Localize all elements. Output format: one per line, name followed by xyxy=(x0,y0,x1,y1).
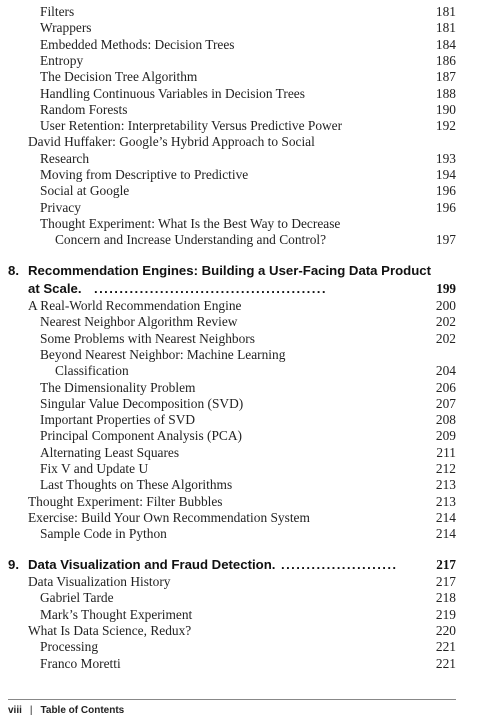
toc-entry[interactable] xyxy=(28,314,456,330)
toc-entry[interactable] xyxy=(28,396,456,412)
toc-entry-title: Thought Experiment: Filter Bubbles xyxy=(28,493,223,509)
toc-entry-page: 181 xyxy=(435,4,456,19)
toc-entry-title: Nearest Neighbor Algorithm Review xyxy=(40,314,238,330)
footer-separator: | xyxy=(29,705,33,716)
toc-entry-title: Thought Experiment: What Is the Best Way to Decrease xyxy=(40,215,341,231)
toc-entry-title: User Retention: Interpretability Versus Predictive Power xyxy=(40,118,343,134)
toc-entry-title: Fix V and Update U xyxy=(40,461,149,476)
toc-entry[interactable] xyxy=(28,623,456,639)
toc-entry[interactable] xyxy=(28,347,456,363)
toc-entry[interactable] xyxy=(28,590,456,606)
toc-entry-page: 220 xyxy=(435,622,456,638)
toc-entry[interactable] xyxy=(28,510,456,526)
toc-entry-page: 194 xyxy=(435,167,456,182)
toc-entry-title: The Dimensionality Problem xyxy=(40,379,196,395)
toc-entry-title: Exercise: Build Your Own Recommendation System xyxy=(28,509,310,525)
toc-entry-title: Beyond Nearest Neighbor: Machine Learning xyxy=(40,346,286,362)
toc-entry[interactable] xyxy=(28,232,456,248)
toc-entry-page: 214 xyxy=(435,509,456,525)
footer-rule xyxy=(8,699,456,700)
toc-entry-page: 217 xyxy=(435,574,456,589)
toc-entry[interactable] xyxy=(28,4,456,20)
chapter-page: 217 xyxy=(436,557,456,572)
toc-entry[interactable] xyxy=(28,428,456,444)
chapter-number: 8. xyxy=(8,263,19,278)
toc-entry[interactable] xyxy=(28,526,456,542)
toc-entry-page: 218 xyxy=(435,590,456,606)
toc-entry[interactable] xyxy=(28,494,456,510)
chapter-title-line1: Recommendation Engines: Building a User-Facing Data Product xyxy=(28,263,432,278)
toc-entry-page: 190 xyxy=(435,101,456,117)
toc-entry-page: 192 xyxy=(435,118,456,134)
toc-entry-title: Handling Continuous Variables in Decision Trees xyxy=(40,85,305,101)
toc-entry-title: Last Thoughts on These Algorithms xyxy=(40,477,233,493)
toc-entry[interactable] xyxy=(28,167,456,183)
page-footer xyxy=(8,704,124,718)
toc-entry-title: Gabriel Tarde xyxy=(40,590,114,606)
toc-entry[interactable] xyxy=(28,200,456,216)
chapter-8-heading xyxy=(8,262,456,280)
toc-entry-page: 221 xyxy=(435,639,456,655)
footer-section-title: Table of Contents xyxy=(40,705,125,716)
footer-page-numeral: viii xyxy=(8,705,22,716)
toc-entry-page: 211 xyxy=(436,444,456,460)
toc-entry[interactable] xyxy=(28,656,456,672)
toc-entry-title: What Is Data Science, Redux? xyxy=(28,622,192,638)
toc-entry-page: 196 xyxy=(435,183,456,199)
toc-entry[interactable] xyxy=(28,445,456,461)
toc-entry-title: Social at Google xyxy=(40,183,130,199)
toc-entry-title: Data Visualization History xyxy=(28,574,171,589)
toc-entry[interactable] xyxy=(28,151,456,167)
toc-entry-title: Alternating Least Squares xyxy=(40,444,180,460)
toc-entry-title: Random Forests xyxy=(40,101,128,117)
toc-entry-page: 197 xyxy=(435,232,456,248)
toc-entry-page: 213 xyxy=(435,477,456,493)
toc-entry-page: 196 xyxy=(435,199,456,215)
toc-entry-page: 187 xyxy=(435,69,456,85)
chapter-9-heading xyxy=(8,556,456,574)
toc-entry[interactable] xyxy=(28,298,456,314)
toc-entry-page: 202 xyxy=(435,330,456,346)
toc-entry-title: Singular Value Decomposition (SVD) xyxy=(40,395,244,411)
toc-entry[interactable] xyxy=(28,86,456,102)
toc-entry[interactable] xyxy=(28,216,456,232)
toc-entry[interactable] xyxy=(28,331,456,347)
toc-entry-page: 213 xyxy=(435,493,456,509)
toc-entry-title: Filters xyxy=(40,4,75,19)
toc-entry-title: Concern and Increase Understanding and Control? xyxy=(55,232,327,248)
toc-entry[interactable] xyxy=(28,639,456,655)
toc-entry-page: 184 xyxy=(435,36,456,52)
toc-entry-title: The Decision Tree Algorithm xyxy=(40,69,198,85)
toc-entry-title: Research xyxy=(40,150,90,166)
toc-entry-page: 188 xyxy=(435,85,456,101)
toc-entry-title: Mark’s Thought Experiment xyxy=(40,606,193,622)
toc-entry[interactable] xyxy=(28,477,456,493)
toc-entry-page: 206 xyxy=(435,379,456,395)
toc-entry-page: 181 xyxy=(435,20,456,36)
toc-entry-title: David Huffaker: Google’s Hybrid Approach to Social xyxy=(28,134,315,150)
toc-entry[interactable] xyxy=(28,412,456,428)
toc-entry[interactable] xyxy=(28,461,456,477)
toc-entry-page: 209 xyxy=(435,428,456,444)
toc-entry-title: Principal Component Analysis (PCA) xyxy=(40,428,242,444)
toc-entry-page: 200 xyxy=(435,298,456,313)
toc-entry-title: Classification xyxy=(55,363,129,379)
toc-entry-page: 212 xyxy=(435,461,456,476)
toc-entry-title: Privacy xyxy=(40,199,81,215)
toc-entry-title: Franco Moretti xyxy=(40,655,121,671)
toc-entry[interactable] xyxy=(28,69,456,85)
chapter-number: 9. xyxy=(8,557,19,572)
toc-entry-page: 219 xyxy=(435,606,456,622)
toc-entry-title: Important Properties of SVD xyxy=(40,412,196,428)
toc-entry-title: A Real-World Recommendation Engine xyxy=(28,298,242,313)
toc-entry[interactable] xyxy=(28,53,456,69)
toc-entry-title: Wrappers xyxy=(40,20,92,36)
toc-entry-page: 207 xyxy=(435,395,456,411)
toc-entry[interactable] xyxy=(28,607,456,623)
toc-entry-page: 214 xyxy=(435,526,456,542)
toc-entry[interactable] xyxy=(28,20,456,36)
toc-entry-page: 202 xyxy=(435,314,456,330)
chapter-title-line2: at Scale. xyxy=(28,281,82,296)
toc-entry-page: 208 xyxy=(435,412,456,428)
toc-entry-title: Entropy xyxy=(40,52,84,68)
toc-entry[interactable] xyxy=(28,183,456,199)
toc-entry[interactable] xyxy=(28,37,456,53)
toc-entry[interactable] xyxy=(28,380,456,396)
leader-dots: ....................... xyxy=(281,557,398,572)
chapter-title: Data Visualization and Fraud Detection. xyxy=(28,557,276,572)
toc-entry-page: 186 xyxy=(435,52,456,68)
chapter-page: 199 xyxy=(436,281,456,296)
toc-entry-title: Embedded Methods: Decision Trees xyxy=(40,36,235,52)
toc-entry[interactable] xyxy=(28,102,456,118)
leader-dots: .............................................. xyxy=(94,281,327,296)
toc-entry-page: 204 xyxy=(435,363,456,379)
toc-entry-page: 221 xyxy=(435,655,456,671)
toc-entry[interactable] xyxy=(28,363,456,379)
toc-entry-title: Moving from Descriptive to Predictive xyxy=(40,167,249,182)
toc-entry[interactable] xyxy=(28,118,456,134)
toc-entry-title: Processing xyxy=(40,639,99,655)
toc-entry-title: Some Problems with Nearest Neighbors xyxy=(40,330,255,346)
toc-entry[interactable] xyxy=(28,134,456,150)
toc-entry[interactable] xyxy=(28,574,456,590)
chapter-8-heading-cont xyxy=(8,280,456,298)
toc-entry-page: 193 xyxy=(435,150,456,166)
toc-entry-title: Sample Code in Python xyxy=(40,526,167,542)
